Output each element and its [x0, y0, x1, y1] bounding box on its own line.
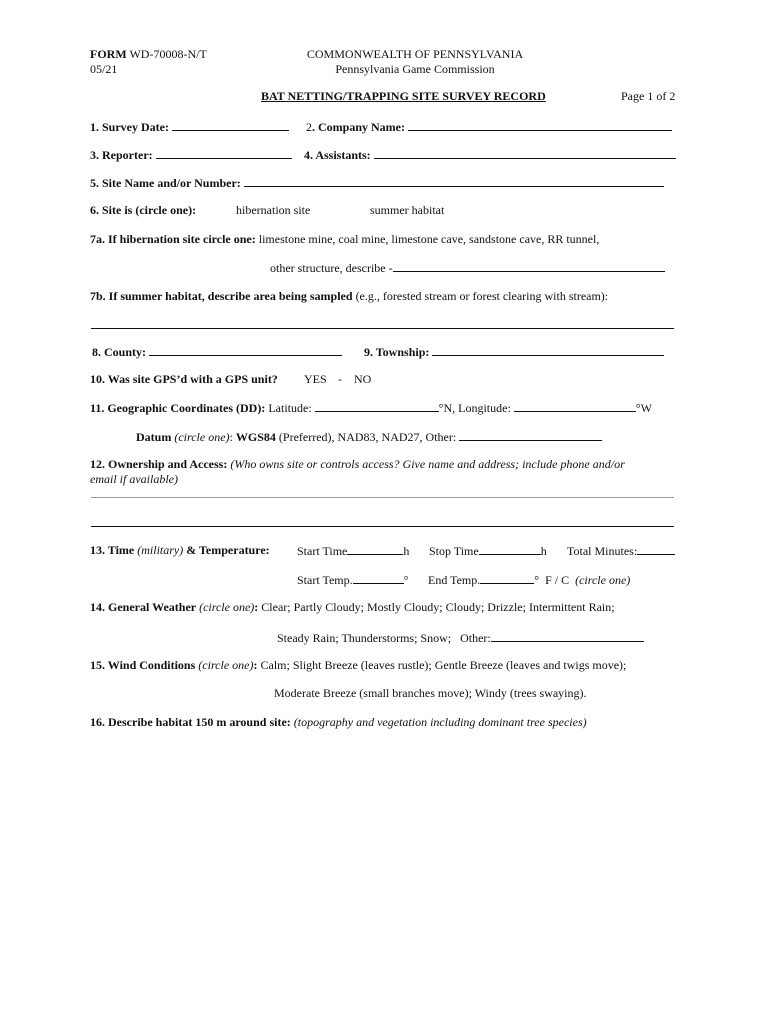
- county-row: [92, 344, 342, 359]
- form-title: BAT NETTING/TRAPPING SITE SURVEY RECORD: [261, 89, 546, 103]
- end-temp-label: End Temp.: [428, 573, 481, 587]
- hibernation-type-options[interactable]: limestone mine, coal mine, limestone cave, sandstone cave, RR tunnel,: [258, 232, 600, 246]
- habitat-hint: (topography and vegetation including dominant tree species): [293, 715, 587, 729]
- assistants-row: [304, 147, 676, 162]
- datum-row: [136, 429, 602, 444]
- start-temp-label: Start Temp.: [297, 573, 353, 587]
- wind-options-2[interactable]: Moderate Breeze (small branches move); Windy (trees swaying).: [274, 686, 587, 700]
- ownership-hint-2: email if available): [90, 472, 178, 486]
- weather-options-2[interactable]: Steady Rain; Thunderstorms; Snow;: [277, 631, 452, 645]
- assistants-field[interactable]: [374, 147, 676, 159]
- weather-row-2: [277, 630, 644, 645]
- weather-other-field[interactable]: [491, 630, 644, 642]
- hibernation-other-row: [270, 260, 665, 275]
- summer-habitat-field[interactable]: [91, 328, 674, 329]
- habitat-description-area[interactable]: [90, 735, 675, 995]
- summer-habitat-row: [90, 289, 608, 303]
- survey-date-label: 1. Survey Date:: [90, 120, 169, 134]
- county-field[interactable]: [149, 344, 342, 356]
- stop-time-row: [429, 543, 547, 558]
- township-row: [364, 344, 664, 359]
- reporter-row: [90, 147, 292, 162]
- summer-habitat-hint: (e.g., forested stream or forest clearing with stream):: [355, 289, 609, 303]
- company-name-row: [306, 119, 672, 134]
- latitude-unit: °N,: [438, 401, 456, 415]
- company-name-field[interactable]: [408, 119, 672, 131]
- time-temp-label: [90, 543, 270, 557]
- assistants-label: 4. Assistants:: [304, 148, 371, 162]
- temp-unit-options[interactable]: F / C: [545, 573, 570, 587]
- start-temp-degree: °: [403, 573, 409, 587]
- ownership-field-line-1[interactable]: [91, 497, 674, 498]
- form-code: WD-70008-N/T: [129, 47, 207, 61]
- site-name-label: 5. Site Name and/or Number:: [90, 176, 241, 190]
- option-hibernation-site[interactable]: hibernation site: [236, 203, 311, 217]
- summer-habitat-label: 7b. If summer habitat, describe area being sampled: [90, 289, 353, 303]
- hibernation-other-field[interactable]: [393, 260, 665, 272]
- total-minutes-row: [567, 543, 675, 558]
- ownership-row: [90, 457, 625, 471]
- weather-other-label: Other:: [460, 631, 491, 645]
- site-type-label-text: 6. Site is (circle one):: [90, 203, 197, 217]
- ownership-hint-cont: [90, 472, 178, 486]
- longitude-unit: °W: [635, 401, 652, 415]
- weather-hint: (circle one): [199, 600, 255, 614]
- company-name-label: . Company Name:: [312, 120, 405, 134]
- total-minutes-label: Total Minutes:: [567, 544, 638, 558]
- habitat-label: 16. Describe habitat 150 m around site:: [90, 715, 291, 729]
- township-field[interactable]: [432, 344, 664, 356]
- ownership-hint: (Who owns site or controls access? Give name and address; include phone and/or: [230, 457, 625, 471]
- wind-row: [90, 658, 626, 672]
- site-name-field[interactable]: [244, 175, 664, 187]
- form-date: 05/21: [90, 62, 118, 76]
- wind-colon: :: [253, 658, 258, 672]
- gps-yes-option[interactable]: YES: [304, 372, 327, 386]
- county-label: 8. County:: [92, 345, 147, 359]
- datum-wgs84-option[interactable]: WGS84: [235, 430, 276, 444]
- stop-time-label: Stop Time: [429, 544, 479, 558]
- agency-name: COMMONWEALTH OF PENNSYLVANIA: [306, 47, 524, 61]
- stop-time-unit: h: [540, 544, 547, 558]
- ownership-field-line-2[interactable]: [91, 526, 674, 527]
- gps-no-option[interactable]: NO: [354, 372, 372, 386]
- agency-subname: Pennsylvania Game Commission: [335, 62, 495, 76]
- weather-label: 14. General Weather: [90, 600, 197, 614]
- form-label: FORM: [90, 47, 127, 61]
- temp-unit-hint: (circle one): [575, 573, 631, 587]
- longitude-field[interactable]: [514, 400, 636, 412]
- wind-label: 15. Wind Conditions: [90, 658, 196, 672]
- stop-time-field[interactable]: [479, 543, 541, 555]
- coordinates-label: 11. Geographic Coordinates (DD):: [90, 401, 266, 415]
- datum-other-options[interactable]: (Preferred), NAD83, NAD27, Other:: [278, 430, 457, 444]
- reporter-field[interactable]: [156, 147, 292, 159]
- gps-separator: -: [338, 372, 342, 386]
- wind-row-2: [274, 686, 587, 700]
- start-time-field[interactable]: [347, 543, 403, 555]
- datum-other-field[interactable]: [459, 429, 602, 441]
- time-hint: (military): [137, 543, 184, 557]
- page-indicator: Page 1 of 2: [621, 89, 676, 103]
- weather-options-1[interactable]: Clear; Partly Cloudy; Mostly Cloudy; Cloudy; Drizzle; Intermittent Rain;: [261, 600, 615, 614]
- gps-label: 10. Was site GPS’d with a GPS unit?: [90, 372, 278, 386]
- datum-hint: (circle one): [174, 430, 230, 444]
- hibernation-type-label: 7a. If hibernation site circle one:: [90, 232, 256, 246]
- start-time-unit: h: [403, 544, 410, 558]
- end-temp-field[interactable]: [480, 572, 534, 584]
- hibernation-type-row: [90, 232, 599, 246]
- ownership-label: 12. Ownership and Access:: [90, 457, 228, 471]
- survey-date-row: [90, 119, 289, 134]
- company-number: 2: [306, 120, 312, 134]
- survey-date-field[interactable]: [172, 119, 289, 131]
- start-temp-field[interactable]: [353, 572, 404, 584]
- latitude-field[interactable]: [315, 400, 439, 412]
- start-time-label: Start Time: [297, 544, 348, 558]
- time-label: 13. Time: [90, 543, 135, 557]
- township-label: 9. Township:: [364, 345, 430, 359]
- coordinates-row: [90, 400, 652, 415]
- weather-row: [90, 600, 615, 614]
- start-temp-row: [297, 572, 408, 587]
- datum-label: Datum: [136, 430, 172, 444]
- weather-colon: :: [254, 600, 259, 614]
- end-temp-degree: °: [534, 573, 540, 587]
- gps-question: [90, 372, 278, 386]
- option-summer-habitat[interactable]: summer habitat: [370, 203, 445, 217]
- hibernation-other-label: other structure, describe -: [270, 261, 393, 275]
- habitat-row: [90, 715, 587, 729]
- temperature-label: & Temperature:: [186, 543, 270, 557]
- longitude-label: Longitude:: [458, 401, 511, 415]
- site-type-label: [90, 203, 196, 217]
- wind-options-1[interactable]: Calm; Slight Breeze (leaves rustle); Gentle Breeze (leaves and twigs move);: [260, 658, 627, 672]
- total-minutes-field[interactable]: [637, 543, 675, 555]
- latitude-label: Latitude:: [268, 401, 312, 415]
- start-time-row: [297, 543, 409, 558]
- reporter-label: 3. Reporter:: [90, 148, 153, 162]
- end-temp-row: [428, 572, 630, 587]
- site-name-row: [90, 175, 664, 190]
- datum-colon: :: [229, 430, 233, 444]
- wind-hint: (circle one): [198, 658, 254, 672]
- form-number: [90, 47, 207, 61]
